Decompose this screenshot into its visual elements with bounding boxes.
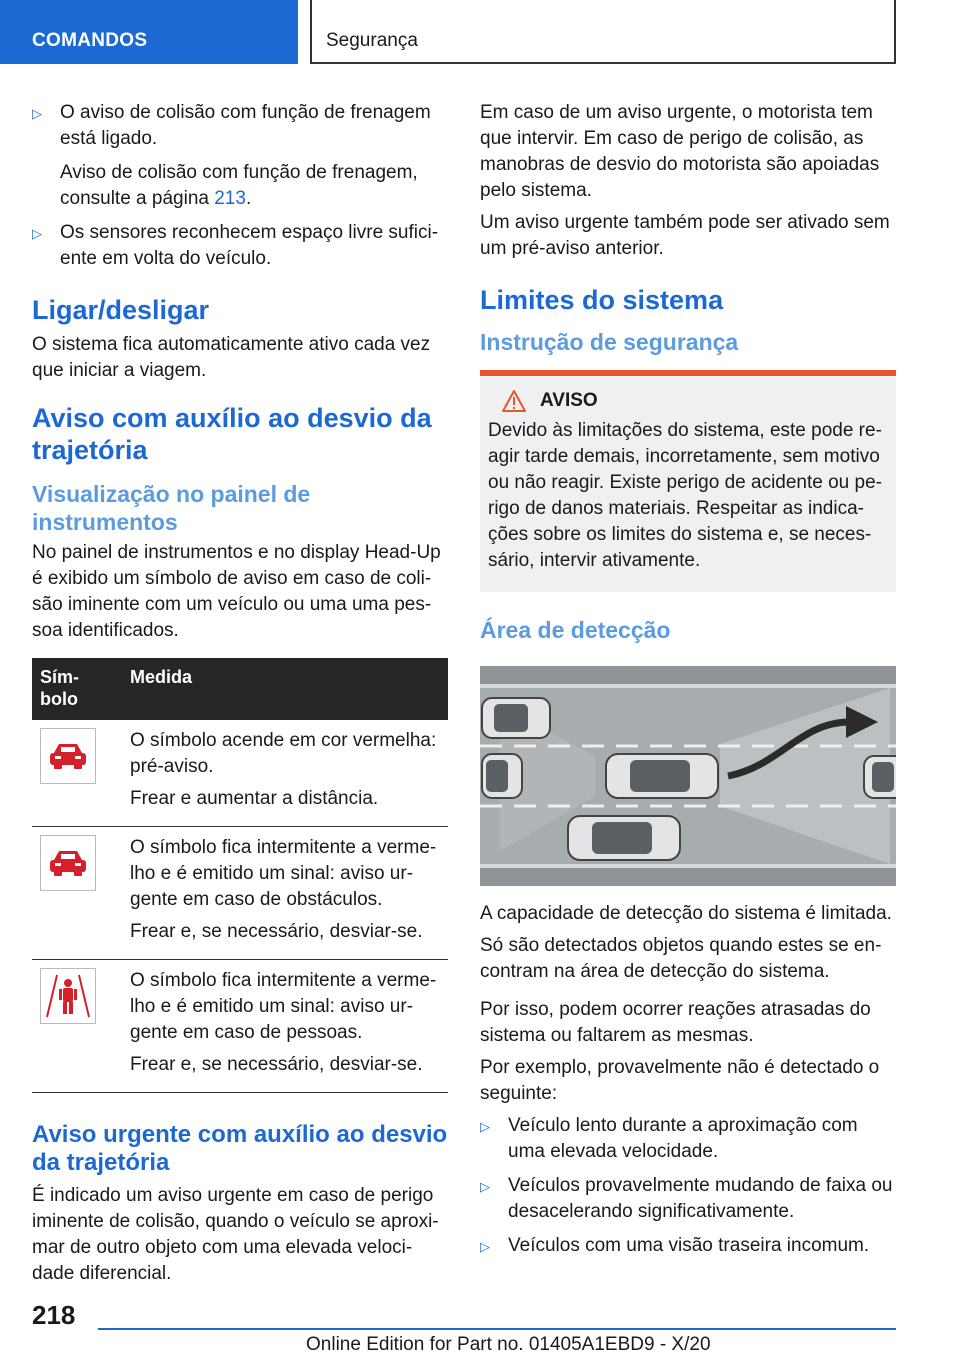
- triangle-bullet-icon: ▷: [480, 1119, 490, 1134]
- warning-text: Devido às limitações do sistema, este pode re‐agir tarde demais, incorretamente, sem motivo ou não reagir. Existe perigo de acidente ou pe‐rigo de danos materiais. Respeitar as indica‐ções sobre os limites do sistema e, se neces‐sário, intervir ativamente.: [488, 420, 882, 571]
- paragraph: Por exemplo, provavelmente não é detectado o seguinte:: [480, 1057, 880, 1104]
- table-header-symbol: Sím‐bolo: [32, 658, 122, 720]
- cross-reference: [32, 160, 448, 212]
- table-cell-text: Frear e, se necessário, desviar-se.: [130, 1054, 423, 1075]
- triangle-bullet-icon: ▷: [32, 226, 42, 241]
- right-column: [480, 100, 896, 1268]
- list-item: [32, 220, 448, 272]
- heading-limites: Limites do sistema: [480, 285, 724, 315]
- page-number: 218: [32, 1300, 76, 1330]
- page-header-title: Segurança: [310, 0, 896, 64]
- car-icon: [606, 754, 718, 798]
- list-item-text: O aviso de colisão com função de frenagem está ligado.: [60, 102, 431, 149]
- pedestrian-warning-icon: [40, 968, 96, 1024]
- list-item: [480, 1233, 896, 1260]
- list-item: [32, 100, 448, 152]
- table-row: [32, 827, 448, 960]
- symbol-table: [32, 658, 448, 1093]
- table-cell-text: O símbolo acende em cor vermelha: pré-aviso.: [130, 730, 437, 777]
- list-item-text: Veículos com uma visão traseira incomum.: [508, 1235, 870, 1256]
- table-cell-text: O símbolo fica intermitente a verme‐lho e é emitido um sinal: aviso ur‐gente em caso de obstáculos.: [130, 837, 437, 910]
- table-cell-text: O símbolo fica intermitente a verme‐lho e é emitido um sinal: aviso ur‐gente em caso de pessoas.: [130, 970, 437, 1043]
- detection-area-illustration: [480, 666, 896, 886]
- heading-visualizacao: Visualização no painel de instrumentos: [32, 481, 311, 535]
- table-row: [32, 720, 448, 827]
- list-item-text: Veículo lento durante a aproximação com uma elevada velocidade.: [508, 1115, 858, 1162]
- paragraph: Um aviso urgente também pode ser ativado sem um pré-aviso anterior.: [480, 212, 890, 259]
- table-row: [32, 960, 448, 1093]
- edition-note: Online Edition for Part no. 01405A1EBD9 - X/20: [306, 1334, 711, 1355]
- paragraph: Por isso, podem ocorrer reações atrasadas do sistema ou faltarem as mesmas.: [480, 999, 871, 1046]
- warning-triangle-icon: [502, 390, 526, 412]
- heading-instrucao: Instrução de segurança: [480, 329, 739, 355]
- list-item-text: Veículos provavelmente mudando de faixa ou desacelerando significativamente.: [508, 1175, 893, 1222]
- paragraph: No painel de instrumentos e no display Head-Up é exibido um símbolo de aviso em caso de coli‐são iminente com um veículo ou uma uma pes‐soa identificados.: [32, 542, 441, 641]
- cross-reference-text: Aviso de colisão com função de frenagem, consulte a página: [60, 162, 418, 209]
- triangle-bullet-icon: ▷: [480, 1239, 490, 1254]
- table-cell-text: Frear e aumentar a distância.: [130, 788, 379, 809]
- triangle-bullet-icon: ▷: [32, 106, 42, 121]
- triangle-bullet-icon: ▷: [480, 1179, 490, 1194]
- car-icon: [482, 698, 550, 738]
- paragraph: É indicado um aviso urgente em caso de perigo iminente de colisão, quando o veículo se aproxi‐mar de outro objeto com uma elevada veloci‐dade diferencial.: [32, 1185, 439, 1284]
- paragraph: O sistema fica automaticamente ativo cada vez que iniciar a viagem.: [32, 334, 431, 381]
- heading-area-deteccao: Área de detecção: [480, 617, 671, 643]
- heading-aviso-urgente: Aviso urgente com auxílio ao desvio da trajetória: [32, 1121, 448, 1176]
- left-column: [32, 100, 448, 1293]
- car-warning-icon: [40, 728, 96, 784]
- page-link[interactable]: 213: [214, 188, 246, 209]
- list-item-text: Os sensores reconhecem espaço livre sufici‐ente em volta do veículo.: [60, 222, 439, 269]
- list-item: [480, 1113, 896, 1165]
- car-icon: [568, 816, 680, 860]
- footer-divider: [98, 1328, 896, 1330]
- table-header-measure: Medida: [122, 658, 448, 720]
- car-warning-icon: [40, 835, 96, 891]
- paragraph: Em caso de um aviso urgente, o motorista tem que intervir. Em caso de perigo de colisão, as manobras de desvio do motorista são apoiadas pelo sistema.: [480, 102, 880, 201]
- heading-ligar-desligar: Ligar/desligar: [32, 295, 210, 325]
- car-icon: [864, 756, 896, 798]
- paragraph: A capacidade de detecção do sistema é limitada.: [480, 903, 892, 924]
- cross-reference-end: .: [245, 188, 252, 209]
- table-cell-text: Frear e, se necessário, desviar-se.: [130, 921, 423, 942]
- car-icon: [482, 754, 522, 798]
- section-tab[interactable]: COMANDOS: [0, 0, 298, 64]
- list-item: [480, 1173, 896, 1225]
- heading-aviso-desvio: Aviso com auxílio ao desvio da trajetória: [32, 403, 432, 465]
- warning-title: AVISO: [540, 390, 598, 411]
- paragraph: Só são detectados objetos quando estes se en‐contram na área de detecção do sistema.: [480, 935, 882, 982]
- warning-box: [480, 370, 896, 592]
